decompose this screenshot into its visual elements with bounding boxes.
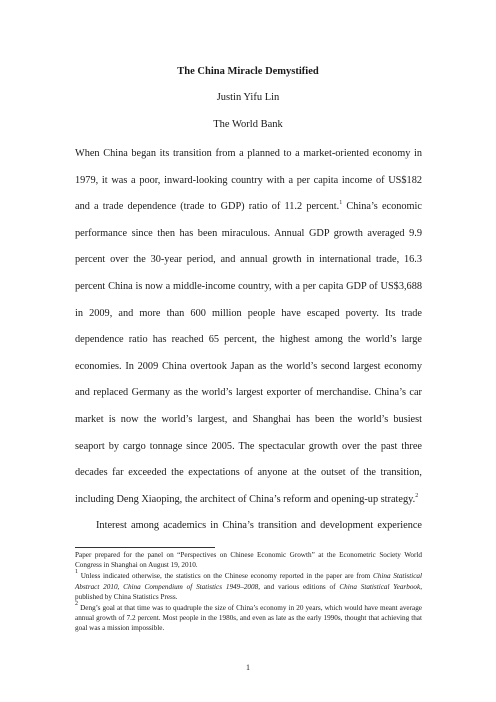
footnote-1-source-title: China Compendium of Statistics 1949–2008 [123,582,259,591]
footnote-1-text: Unless indicated otherwise, the statistics on the Chinese economy reported in the paper are from [78,572,373,581]
footnote-2 [75,603,422,634]
footnote-2-text: Deng’s goal at that time was to quadruple the size of China’s economy in 20 years, which would have meant average annual growth of 7.2 percent. Most people in the 1980s, and even as late as the early 1990s, thought that achieving that goal was a mission impossible. [75,604,422,633]
paper-title: The China Miracle Demystified [177,66,319,77]
footnote-star [75,550,422,570]
paragraph-1-text-a: When China began its transition from a planned to a market-oriented economy in 1979, it was a poor, inward-looking country with a per capita income of US$182 and a trade dependence (trade to GDP) ratio of 11.2 percent. [75,148,422,213]
footnote-1-number: 1 [75,569,78,576]
footnote-1-text: , published by China Statistics Press. [75,582,422,601]
footnote-1-source-title: China Statistical Yearbook [339,582,421,591]
footnote-1-text: , [117,582,124,591]
footnote-1-text: , and various editions of [258,582,340,591]
footnote-star-text: Paper prepared for the panel on “Perspectives on Chinese Economic Growth” at the Econometric Society World Congress in Shanghai on August 19, 2010. [75,551,422,570]
author-name: Justin Yifu Lin [216,92,280,103]
footnote-ref-1: 1 [339,200,343,207]
author-affiliation: The World Bank [213,119,283,130]
footnote-separator [75,547,215,548]
footnotes [75,550,422,635]
page-number: 1 [246,663,250,672]
paragraph-1-text-b: China’s economic performance since then has been miraculous. Annual GDP growth averaged 9.9 percent over the 30-year period, and annual growth in international trade, 16.3 percent China is now a middle-income country, with a per capita GDP of US$3,688 in 2009, and more than 600 million people have escaped poverty. Its trade dependence ratio has reached 65 percent, the highest among the world’s large economies. In 2009 China overtook Japan as the world’s second largest economy and replaced Germany as the world’s largest exporter of merchandise. China’s car market is now the world’s largest, and Shanghai has been the world’s busiest seaport by cargo tonnage since 2005. The spectacular growth over the past three decades far exceeded the expectations of anyone at the outset of the transition, including Deng Xiaoping, the architect of China’s reform and opening-up strategy. [75,201,422,505]
footnote-ref-2: 2 [415,492,419,499]
body-paragraph-2: Interest among academics in China’s transition and development experience [96,520,422,531]
body-paragraph-1 [75,141,422,513]
footnote-2-number: 2 [75,601,78,608]
footnote-1-source-title: China Statistical Abstract 2010 [75,572,422,591]
footnote-1 [75,571,422,602]
